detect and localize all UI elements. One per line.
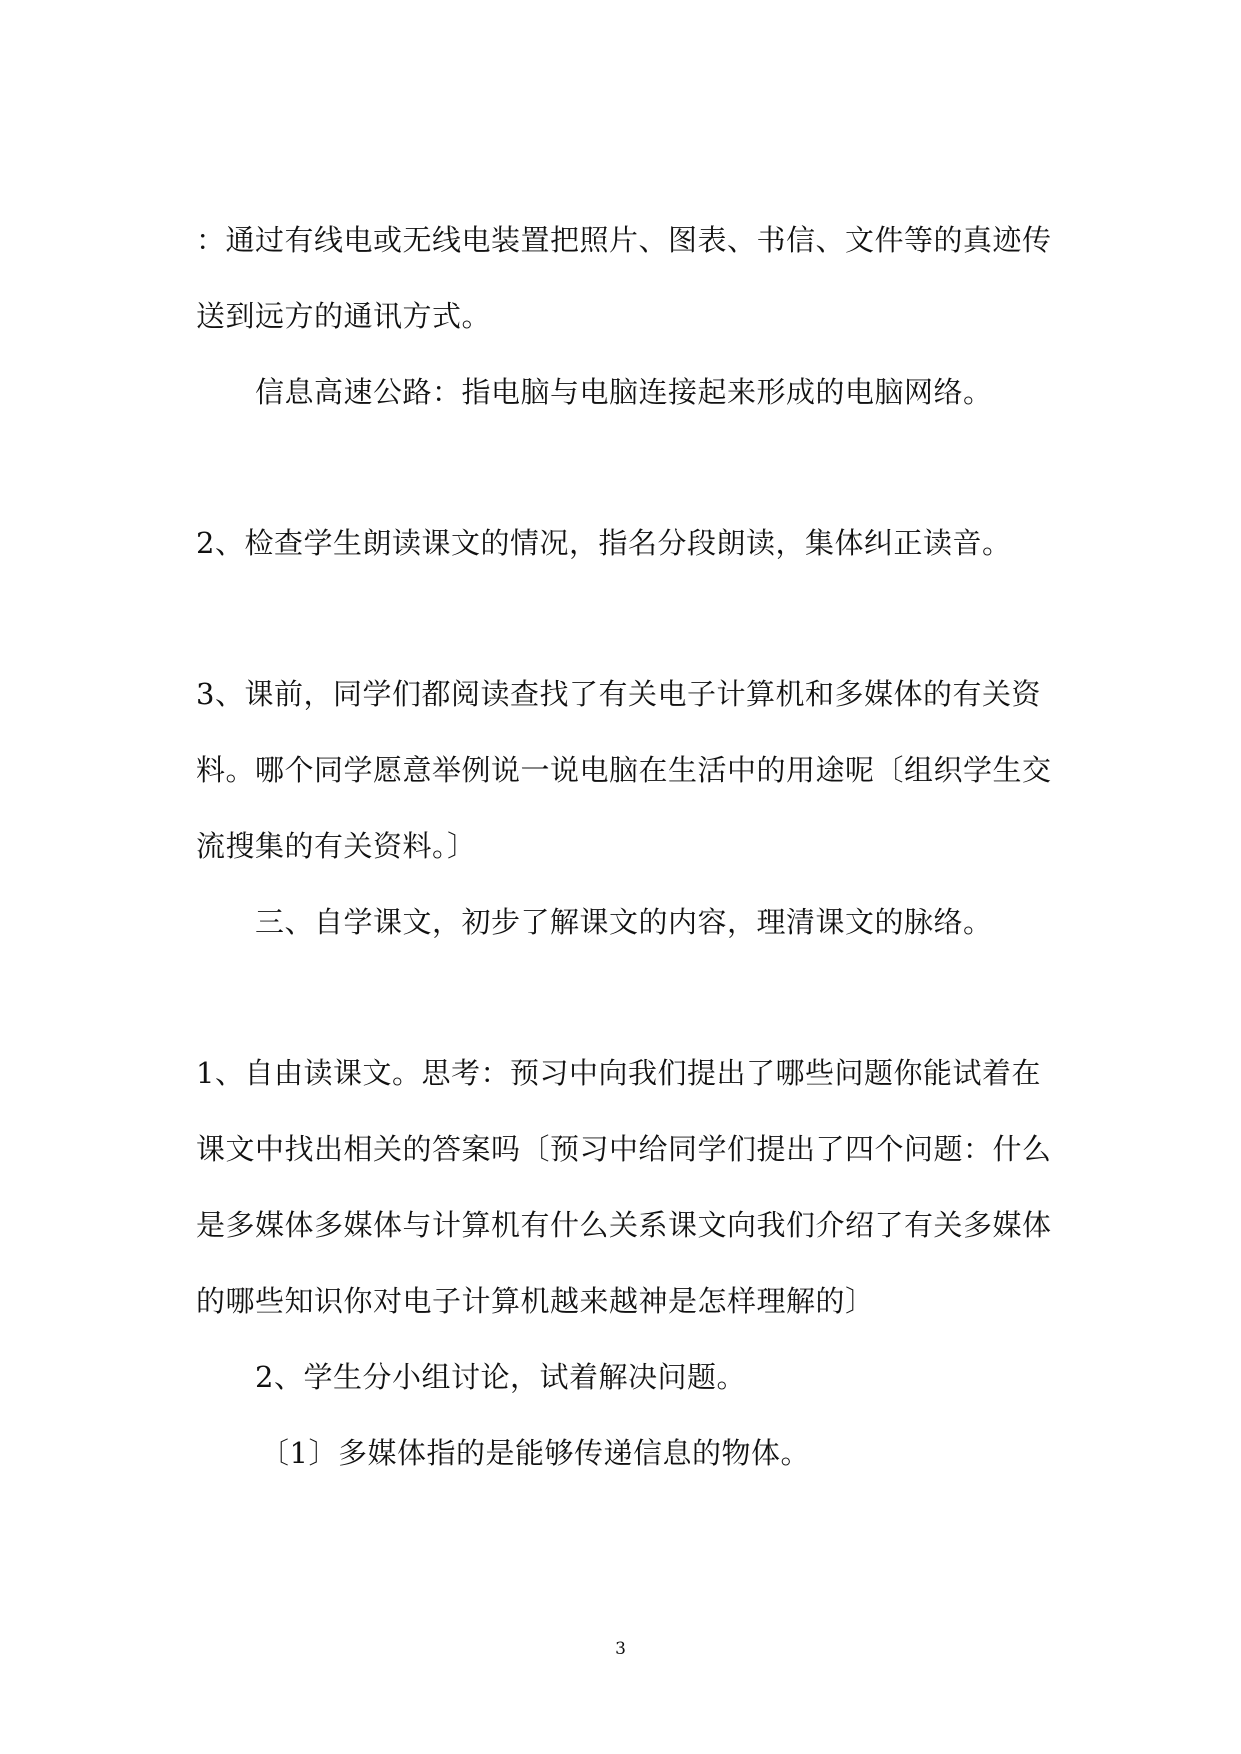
text-line-13: 2、学生分小组讨论，试着解决问题。 (255, 1360, 746, 1394)
text-line-8: 三、自学课文，初步了解课文的内容，理清课文的脉络。 (255, 905, 993, 939)
text-line-1: ：通过有线电或无线电装置把照片、图表、书信、文件等的真迹传 (196, 223, 1052, 257)
text-line-10: 课文中找出相关的答案吗〔预习中给同学们提出了四个问题：什么 (196, 1132, 1052, 1166)
page-number: 3 (615, 1639, 626, 1659)
text-line-2: 送到远方的通讯方式。 (196, 299, 492, 333)
text-line-9: 1、自由读课文。思考：预习中向我们提出了哪些问题你能试着在 (196, 1056, 1041, 1090)
text-line-3: 信息高速公路：指电脑与电脑连接起来形成的电脑网络。 (255, 375, 993, 409)
text-line-12: 的哪些知识你对电子计算机越来越神是怎样理解的〕 (196, 1284, 875, 1318)
text-line-4: 2、检查学生朗读课文的情况，指名分段朗读，集体纠正读音。 (196, 526, 1012, 560)
text-line-14: 〔1〕多媒体指的是能够传递信息的物体。 (260, 1436, 810, 1470)
text-line-5: 3、课前，同学们都阅读查找了有关电子计算机和多媒体的有关资 (196, 677, 1041, 711)
text-line-7: 流搜集的有关资料。〕 (196, 829, 477, 863)
text-line-11: 是多媒体多媒体与计算机有什么关系课文向我们介绍了有关多媒体 (196, 1208, 1052, 1242)
text-line-6: 料。哪个同学愿意举例说一说电脑在生活中的用途呢〔组织学生交 (196, 753, 1052, 787)
